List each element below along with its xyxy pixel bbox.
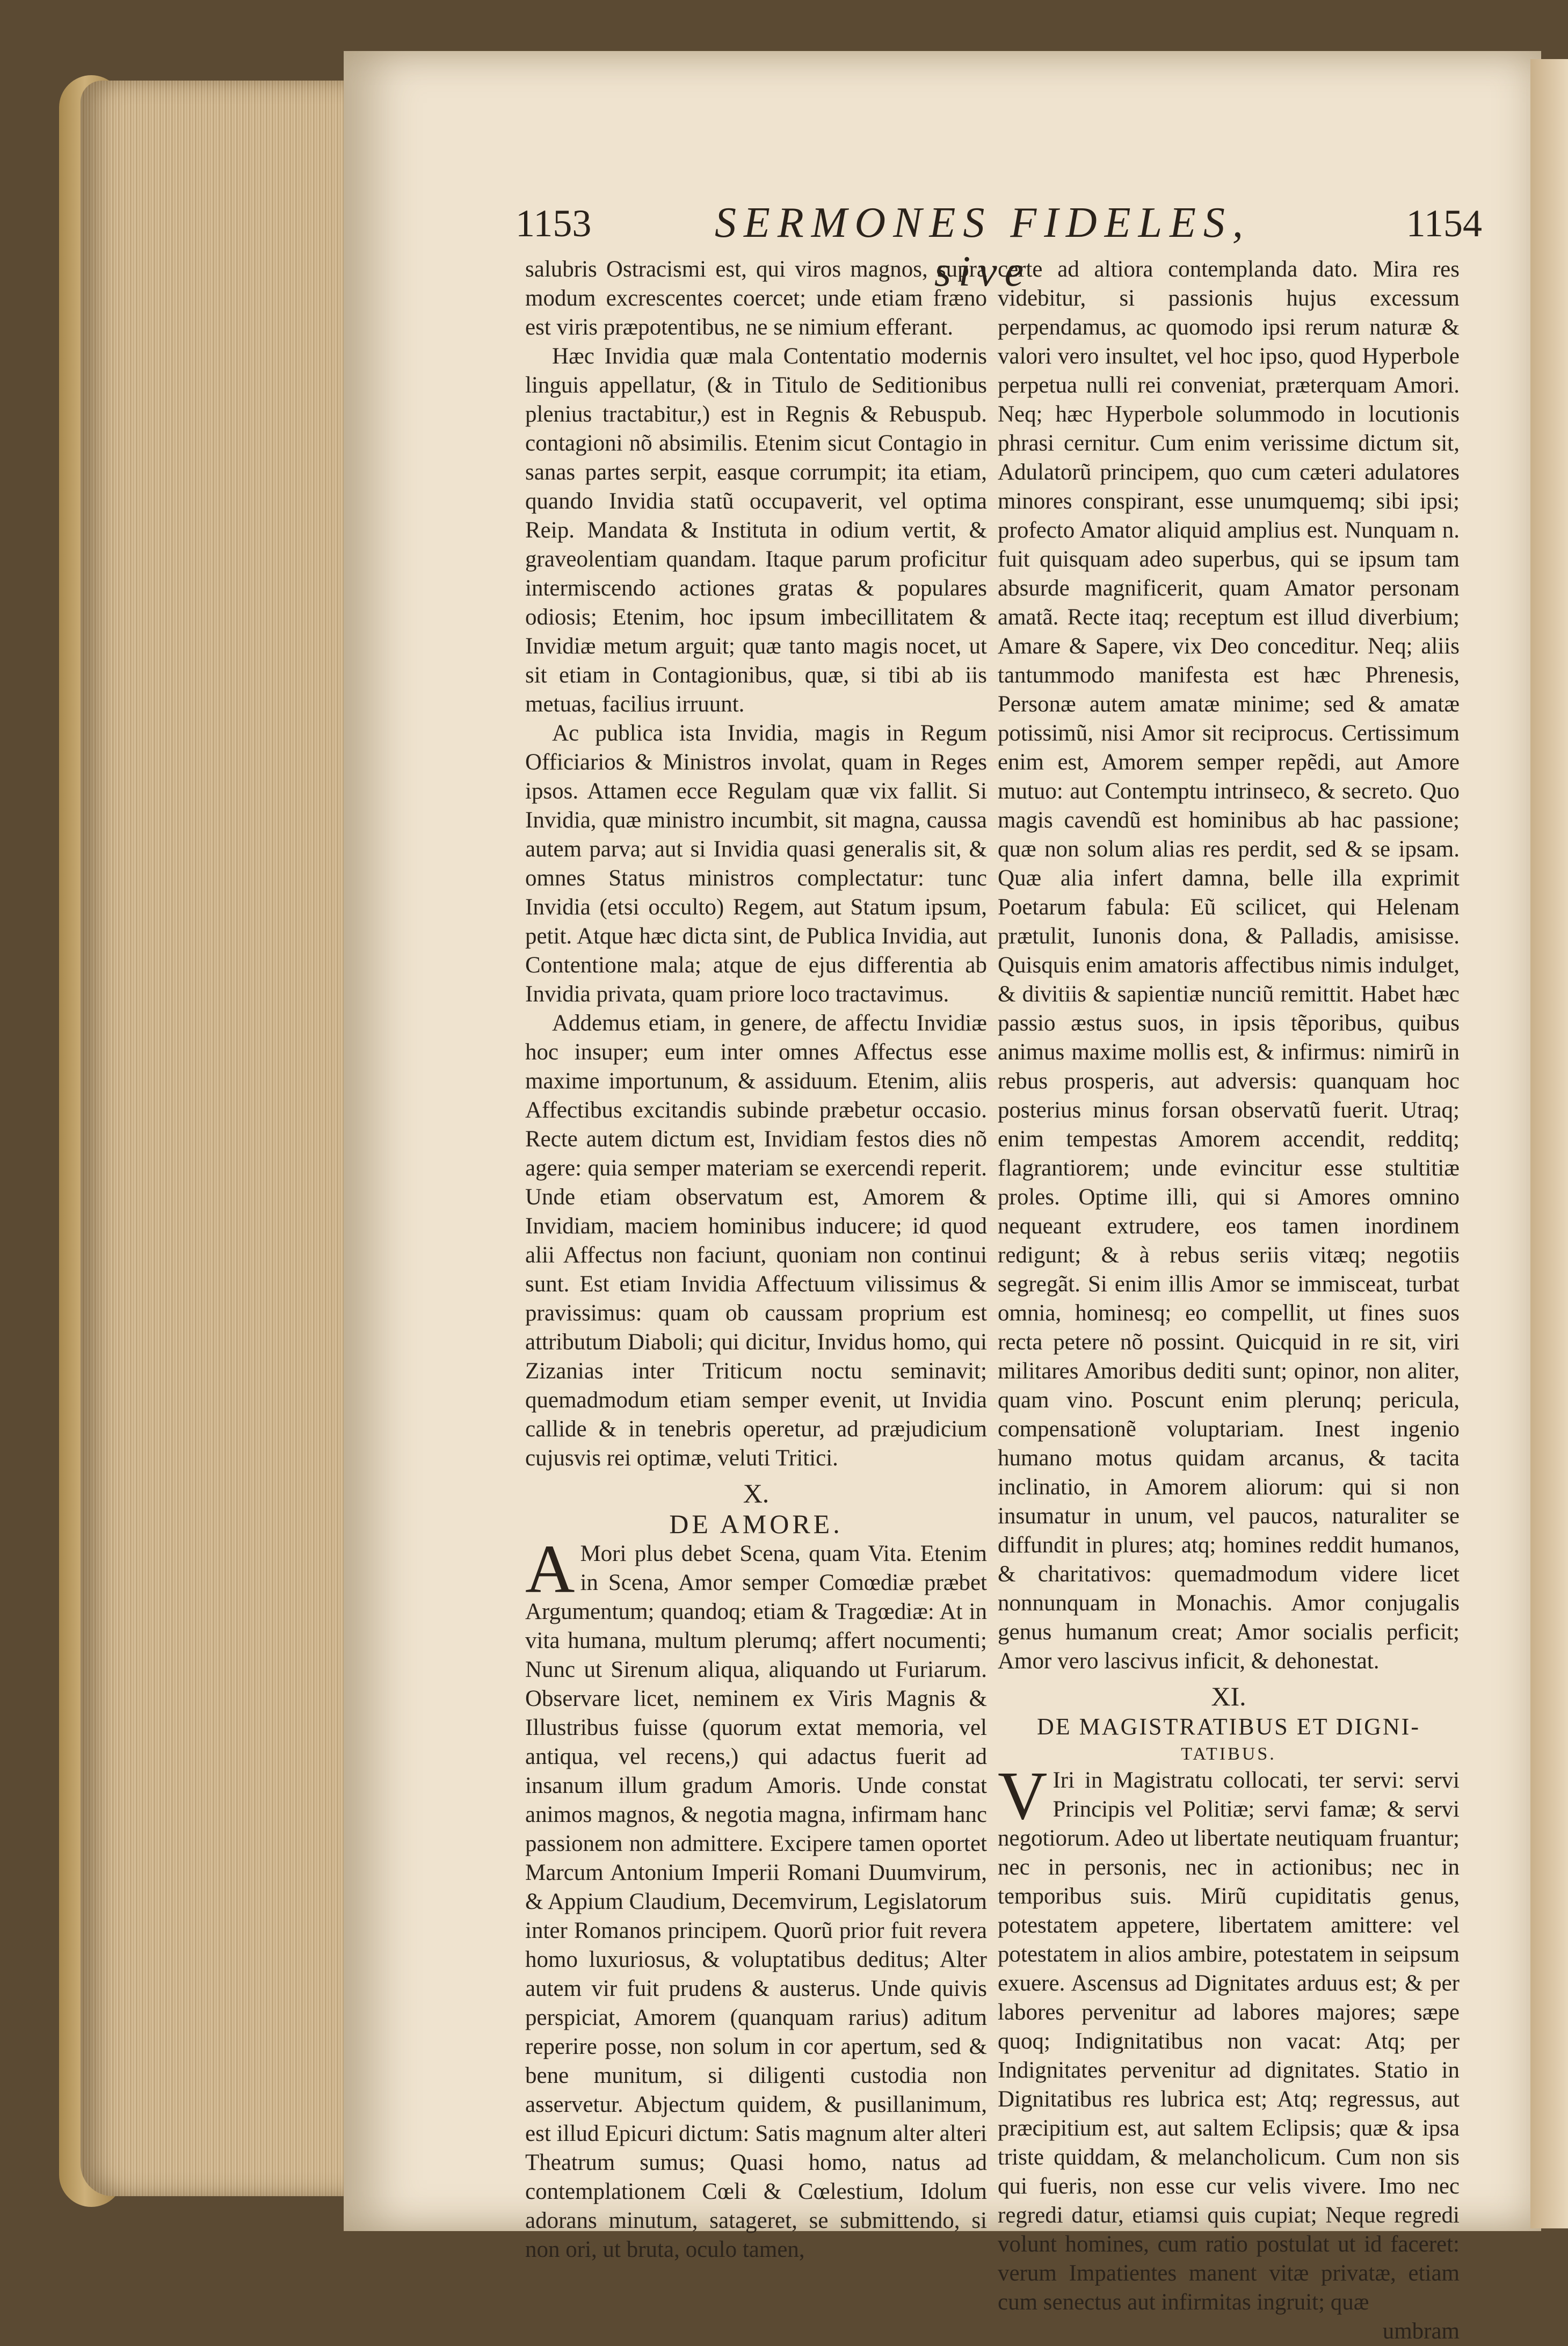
left-column (525, 255, 987, 2264)
paragraph (525, 1531, 987, 2264)
paragraph-text: Mori plus debet Scena, quam Vita. Etenim in Scena, Amor semper Comœdiæ præbet Argumentum; quandoq; etiam & Tragœdiæ: At in vita humana, multum plerumq; affert nocumenti; Nunc ut Sirenum aliqua, aliquando ut Furiarum. Observare licet, neminem ex Viris Magnis & Illustribus fuisse (quorum extat memoria, vel antiqua, vel recens,) qui adactus fuerit ad insanum illum gradum Amoris. Unde constat animos magnos, & negotia magna, infirmam hanc passionem non admittere. Excipere tamen oportet Marcum Antonium Imperii Romani Duumvirum, & Appium Claudium, Decemvirum, Legislatorum inter Romanos principem. Quorũ prior fuit revera homo luxuriosus, & voluptatibus deditus; Alter autem vir fuit prudens & austerus. Unde quivis perspiciat, Amorem (quanquam rarius) aditum reperire posse, non solum in cor apertum, sed & bene munitum, si diligenti custodia non asservetur. Abjectum quidem, & pusillanimum, est illud Epicuri dictum: Satis magnum alter alteri Theatrum sumus; Quasi homo, natus ad contemplationem Cœli & Cœlestium, Idolum adorans minutum, satageret, se submittendo, si non ori, ut bruta, oculo tamen, (525, 1541, 987, 2262)
paragraph: salubris Ostracismi est, qui viros magnos, supra modum excrescentes coercet; unde etiam fræno est viris præpotentibus, ne se nimium efferant. (525, 257, 987, 340)
drop-cap: A (525, 1531, 575, 1607)
chapter-title-continuation: TATIBUS. (1181, 1744, 1276, 1764)
right-column (998, 255, 1460, 2346)
page-edges (81, 81, 360, 2196)
running-title: SERMONES FIDELES, sive (715, 199, 1251, 295)
drop-cap: V (998, 1757, 1048, 1834)
paragraph-text: Iri in Magistratu collocati, ter servi: servi Principis vel Politiæ; servi famæ; & servi negotiorum. Adeo ut libertate neutiquam fruantur; nec in personis, nec in actionibus; nec in temporibus suis. Mirũ cupiditatis genus, potestatem appetere, libertatem amittere: vel potestatem in alios ambire, potestatem in seipsum exuere. Ascensus ad Dignitates arduus est; & per labores pervenitur ad labores majores; sæpe quoq; Indignitatibus non vacat: Atq; per Indignitates pervenitur ad dignitates. Statio in Dignitatibus res lubrica est; Atq; regressus, aut præcipitium est, aut saltem Eclipsis; quæ & ipsa triste quiddam, & melancholicum. Cum non sis qui fueris, non esse cur velis vivere. Imo nec regredi datur, etiamsi quis cupiat; Neque regredi volunt homines, cum ratio postulat ut id faceret: verum Impatientes manent vitæ privatæ, etiam cum senectus aut infirmitas ingruit; quæ (998, 1768, 1460, 2315)
paragraph (998, 1757, 1460, 2317)
paragraph: certe ad altiora contemplanda dato. Mira res videbitur, si passionis hujus excessum perpendamus, ac quomodo ipsi rerum naturæ & valori vero insultet, vel hoc ipso, quod Hyperbole perpetua nulli rei conveniat, præterquam Amori. Neq; hæc Hyperbole solummodo in locutionis phrasi cernitur. Cum enim verissime dictum sit, Adulatorũ principem, quo cum cæteri adulatores minores conspirant, esse unumquemq; sibi ipsi; profecto Amator aliquid amplius est. Nunquam n. fuit quisquam adeo superbus, qui se ipsum tam absurde magnificerit, quam Amator personam amatã. Recte itaq; receptum est illud diverbium; Amare & Sapere, vix Deo conceditur. Neq; aliis tantummodo manifesta est hæc Phrenesis, Personæ autem amatæ minime; sed & amatæ potissimũ, nisi Amor sit reciprocus. Certissimum enim est, Amorem semper repẽdi, aut Amore mutuo: aut Contemptu intrinseco, & secreto. Quo magis cavendũ est hominibus ab hac passione; quæ non solum alias res perdit, sed & se ipsam. Quæ alia infert damna, belle illa exprimit Poetarum fabula: Eũ scilicet, qui Helenam prætulit, Iunonis dona, & Palladis, amisisse. Quisquis enim amatoris affectibus nimis indulget, & divitiis & sapientiæ nunciũ remittit. Habet hæc passio æstus suos, in ipsis tẽporibus, quibus animus maxime mollis est, & infirmus: nimirũ in rebus prosperis, aut adversis: quanquam hoc posterius minus forsan observatũ fuerit. Utraq; enim tempestas Amorem accendit, redditq; flagrantiorem; unde evincitur esse stultitiæ proles. Optime illi, qui si Amores omnino nequeant extrudere, eos tamen inordinem redigunt; & à rebus seriis vitæq; negotiis segregãt. Si enim illis Amor se immisceat, turbat omnia, hominesq; eo compellit, ut fines suos recta petere nõ possint. Quicquid in re sit, viri militares Amoribus dediti sunt; opinor, non aliter, quam vino. Poscunt enim plerunq; pericula, compensationẽ voluptariam. Inest ingenio humano motus quidam arcanus, & tacita inclinatio, in Amorem aliorum: qui si non insumatur in unum, vel paucos, naturaliter se diffundit in plures; atq; homines reddit humanos, & charitativos: quemadmodum videre licet nonnunquam in Monachis. Amor conjugalis genus humanum creat; Amor socialis perficit; Amor vero lascivus inficit, & dehonestat. (998, 257, 1460, 1674)
chapter-number: XI. (1211, 1681, 1246, 1711)
chapter-title: DE AMORE. (669, 1509, 843, 1539)
left-page-number: 1153 (516, 202, 592, 245)
paragraph: Addemus etiam, in genere, de affectu Invidiæ hoc insuper; eum inter omnes Affectus esse maxime importunum, & assiduum. Etenim, aliis Affectibus excitandis subinde præbetur occasio. Recte autem dictum est, Invidiam festos dies nõ agere: quia semper materiam se exercendi reperit. Unde etiam observatum est, Amorem & Invidiam, maciem hominibus inducere; id quod alii Affectus non faciunt, quoniam non continui sunt. Est etiam Invidia Affectuum vilissimus & pravissimus: quam ob caussam proprium est attributum Diaboli; qui dicitur, Invidus homo, qui Zizanias inter Triticum noctu seminavit; quemadmodum etiam semper evenit, ut Invidia callide & in tenebris operetur, ad præjudicium cujusvis rei optimæ, veluti Tritici. (525, 1011, 987, 1471)
chapter-number: X. (743, 1478, 770, 1508)
facing-page-edge (1530, 59, 1568, 2228)
paragraph: Hæc Invidia quæ mala Contentatio modernis linguis appellatur, (& in Titulo de Seditionibus plenius tractabitur,) est in Regnis & Rebuspub. contagioni nõ absimilis. Etenim sicut Contagio in sanas partes serpit, easque corrumpit; ita etiam, quando Invidia statũ occupaverit, vel optima Reip. Mandata & Instituta in odium vertit, & graveolentiam quandam. Itaque parum proficitur intermiscendo actiones gratas & populares odiosis; Etenim, hoc ipsum imbecillitatem & Invidiæ metum arguit; quæ tanto magis nocet, ut sit etiam in Contagionibus, quæ, si tibi ab iis metuas, facilius irruunt. (525, 344, 987, 717)
right-page-number: 1154 (1406, 202, 1482, 245)
chapter-title: DE MAGISTRATIBUS ET DIGNI- (1037, 1713, 1420, 1740)
page-header (516, 199, 1482, 295)
paragraph: Ac publica ista Invidia, magis in Regum Officiarios & Ministros involat, quam in Reges ipsos. Attamen ecce Regulam quæ vix fallit. Si Invidia, quæ ministro incumbit, sit magna, caussa autem parva; aut si Invidia quasi generalis sit, & omnes Status ministros complectatur: tunc Invidia (etsi occulto) Regem, aut Statum ipsum, petit. Atque hæc dicta sint, de Publica Invidia, aut Contentione mala; atque de ejus differentia ab Invidia privata, quam priore loco tractavimus. (525, 721, 987, 1007)
catchword: umbram (1382, 2319, 1460, 2344)
